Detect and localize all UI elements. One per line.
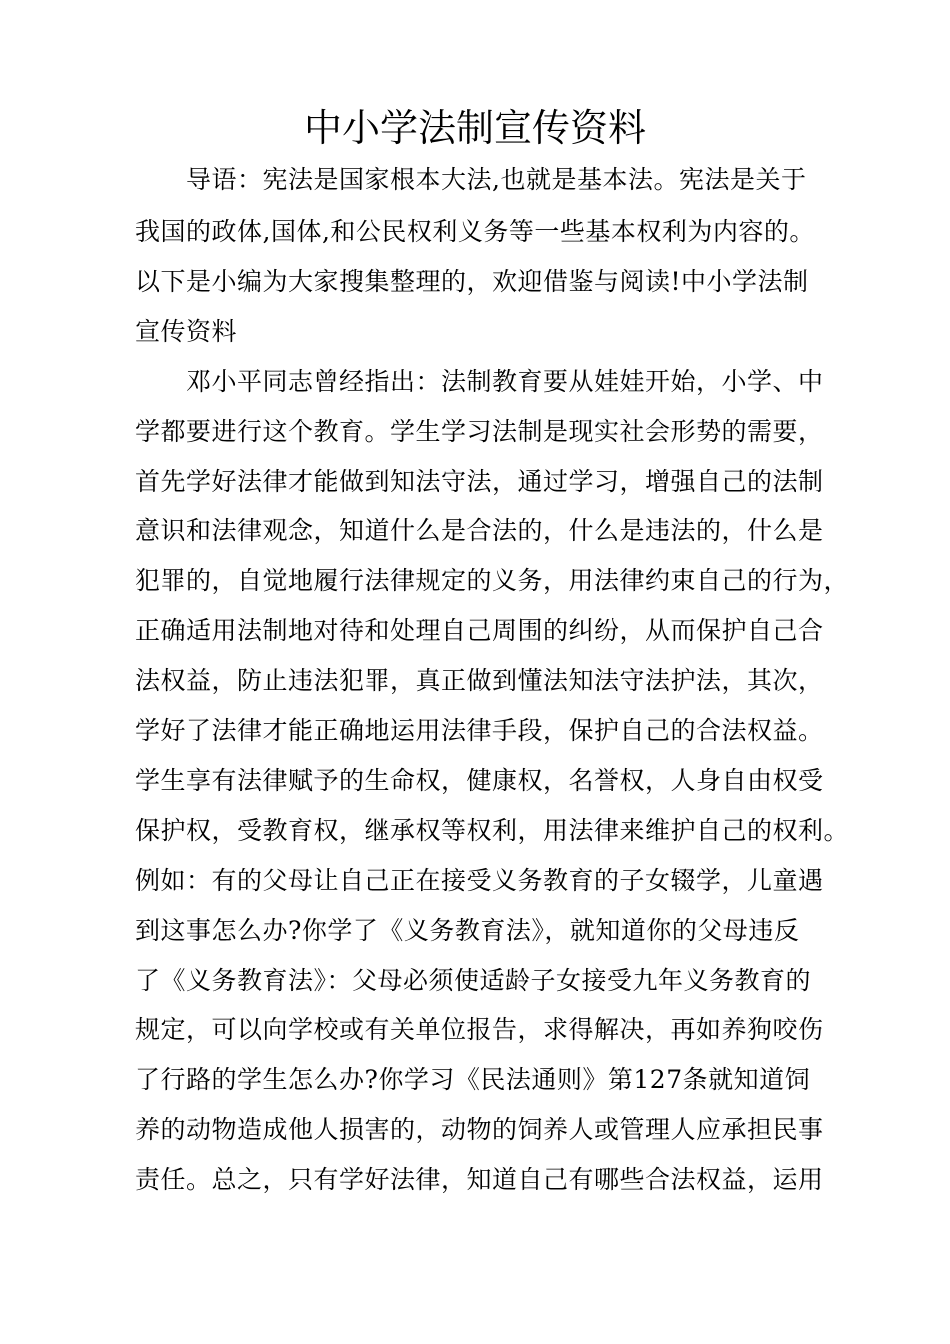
paragraph-line: 规定，可以向学校或有关单位报告，求得解决，再如养狗咬伤 (135, 1015, 824, 1044)
paragraph-line: 犯罪的，自觉地履行法律规定的义务，用法律约束自己的行为， (135, 566, 850, 595)
document-title: 中小学法制宣传资料 (303, 106, 646, 150)
paragraph-line: 养的动物造成他人损害的，动物的饲养人或管理人应承担民事 (135, 1115, 824, 1144)
paragraph-line: 保护权，受教育权，继承权等权利，用法律来维护自己的权利。 (135, 816, 850, 845)
paragraph-line: 责任。总之，只有学好法律，知道自己有哪些合法权益，运用 (135, 1165, 824, 1194)
paragraph-line: 学好了法律才能正确地运用法律手段，保护自己的合法权益。 (135, 716, 824, 745)
paragraph-line: 意识和法律观念，知道什么是合法的，什么是违法的，什么是 (135, 516, 824, 545)
paragraph-line: 到这事怎么办?你学了《义务教育法》，就知道你的父母违反 (135, 916, 800, 945)
paragraph-line: 导语：宪法是国家根本大法,也就是基本法。宪法是关于 (186, 165, 807, 194)
paragraph-line: 邓小平同志曾经指出：法制教育要从娃娃开始，小学、中 (186, 367, 824, 396)
paragraph-line: 正确适用法制地对待和处理自己周围的纠纷，从而保护自己合 (135, 616, 824, 645)
paragraph-line: 了行路的学生怎么办?你学习《民法通则》第127条就知道饲 (135, 1065, 811, 1094)
paragraph-line: 了《义务教育法》：父母必须使适龄子女接受九年义务教育的 (135, 966, 812, 995)
paragraph-line: 我国的政体,国体,和公民权利义务等一些基本权利为内容的。 (135, 217, 815, 246)
paragraph-line: 首先学好法律才能做到知法守法，通过学习，增强自己的法制 (135, 467, 824, 496)
paragraph-line: 学都要进行这个教育。学生学习法制是现实社会形势的需要， (135, 417, 824, 446)
paragraph-line: 法权益，防止违法犯罪，真正做到懂法知法守法护法，其次， (135, 666, 824, 695)
paragraph-line: 宣传资料 (135, 317, 238, 346)
paragraph-line: 学生享有法律赋予的生命权，健康权，名誉权，人身自由权受 (135, 766, 824, 795)
paragraph-line: 以下是小编为大家搜集整理的，欢迎借鉴与阅读!中小学法制 (135, 267, 809, 296)
paragraph-line: 例如：有的父母让自己正在接受义务教育的子女辍学，儿童遇 (135, 866, 824, 895)
